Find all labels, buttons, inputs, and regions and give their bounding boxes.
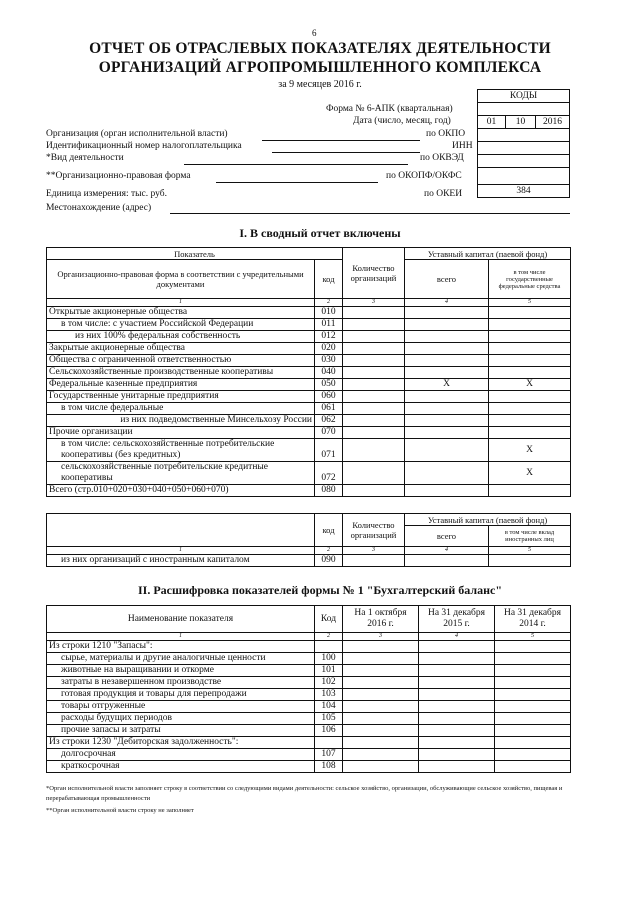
cell-total[interactable] <box>405 391 489 403</box>
col-code: код <box>315 260 343 299</box>
table-row <box>47 331 571 343</box>
cell-input[interactable] <box>495 665 571 677</box>
row-code <box>315 641 343 653</box>
row-label: Из строки 1210 "Запасы": <box>47 641 315 653</box>
section2-title: II. Расшифровка показателей формы № 1 "Бухгалтерский баланс" <box>138 583 502 597</box>
table-row <box>47 689 571 701</box>
cell-input[interactable] <box>343 403 405 415</box>
cell-input[interactable] <box>343 485 405 497</box>
cell-input[interactable] <box>419 641 495 653</box>
num-4: 4 <box>405 299 489 307</box>
sub-num-3: 3 <box>343 547 405 555</box>
table-row <box>47 379 571 391</box>
table-row <box>47 485 571 497</box>
row-label: Из строки 1230 "Дебиторская задолженность": <box>47 737 315 749</box>
report-period: за 9 месяцев 2016 г. <box>278 79 362 90</box>
row-label: из них 100% федеральная собственность <box>47 331 315 343</box>
cell-input[interactable] <box>419 689 495 701</box>
cell-input[interactable] <box>495 713 571 725</box>
cell-input[interactable] <box>419 665 495 677</box>
cell-input[interactable] <box>343 379 405 391</box>
footnote-1: *Орган исполнительной власти заполняет строку в соответствии со следующими видами деятельности: сельское хозяйство, организации, обслуживающие сельское хозяйство, пищевая и перерабатывающая промышленности <box>46 785 563 802</box>
table-row <box>47 462 571 485</box>
cell-input[interactable] <box>343 737 419 749</box>
cell-state[interactable]: X <box>489 439 571 462</box>
legal-form-label: **Организационно-правовая форма <box>46 171 191 181</box>
cell-input[interactable] <box>495 689 571 701</box>
inn-label: Идентификационный номер налогоплательщика <box>46 141 242 151</box>
cell-input[interactable] <box>343 391 405 403</box>
title-line-2: ОРГАНИЗАЦИЙ АГРОПРОМЫШЛЕННОГО КОМПЛЕКСА <box>98 59 542 76</box>
cell-state[interactable] <box>489 307 571 319</box>
codes-box <box>477 89 570 198</box>
cell-input[interactable] <box>343 415 405 427</box>
cell-total[interactable] <box>405 439 489 462</box>
row-code: 105 <box>315 713 343 725</box>
row-code: 102 <box>315 677 343 689</box>
table-row <box>47 391 571 403</box>
col-indicator: Показатель <box>47 248 343 260</box>
col-name: Наименование показателя <box>47 606 315 633</box>
cell-input[interactable] <box>343 749 419 761</box>
col-date-1: На 1 октября 2016 г. <box>343 606 419 633</box>
col-date-2: На 31 декабря 2015 г. <box>419 606 495 633</box>
col-date-3: На 31 декабря 2014 г. <box>495 606 571 633</box>
num-1: 1 <box>47 299 315 307</box>
cell-input[interactable] <box>419 761 495 773</box>
row-code: 060 <box>315 391 343 403</box>
table-row <box>47 307 571 319</box>
num-5: 5 <box>489 299 571 307</box>
cell-input[interactable] <box>405 555 489 567</box>
cell-input[interactable] <box>495 749 571 761</box>
okopf-label: по ОКОПФ/ОКФС <box>386 171 462 181</box>
row-code: 108 <box>315 761 343 773</box>
row-code: 070 <box>315 427 343 439</box>
num-1: 1 <box>47 633 315 641</box>
row-label: Общества с ограниченной ответственностью <box>47 355 315 367</box>
row-label: Открытые акционерные общества <box>47 307 315 319</box>
sub-col-total: всего <box>405 526 489 547</box>
num-3: 3 <box>343 299 405 307</box>
cell-total[interactable] <box>405 427 489 439</box>
row-code: 011 <box>315 319 343 331</box>
sub-col-capital: Уставный капитал (паевой фонд) <box>405 514 571 526</box>
row-code: 050 <box>315 379 343 391</box>
cell-state[interactable] <box>489 367 571 379</box>
sub-num-5: 5 <box>489 547 571 555</box>
okopf-field[interactable] <box>478 168 570 185</box>
row-code: 012 <box>315 331 343 343</box>
row-label: Федеральные казенные предприятия <box>47 379 315 391</box>
row-code: 040 <box>315 367 343 379</box>
cell-input[interactable] <box>343 665 419 677</box>
col-capital: Уставный капитал (паевой фонд) <box>405 248 571 260</box>
row-label: краткосрочная <box>47 761 315 773</box>
row-code: 020 <box>315 343 343 355</box>
cell-input[interactable] <box>489 555 571 567</box>
cell-state[interactable] <box>489 485 571 497</box>
cell-total[interactable] <box>405 331 489 343</box>
col-count: Количество организаций <box>343 248 405 299</box>
cell-input[interactable] <box>343 367 405 379</box>
okei-label: по ОКЕИ <box>424 189 463 199</box>
cell-input[interactable] <box>343 555 405 567</box>
cell-input[interactable] <box>419 653 495 665</box>
cell-input[interactable] <box>419 677 495 689</box>
cell-input[interactable] <box>343 653 419 665</box>
row-code: 010 <box>315 307 343 319</box>
table-row <box>47 761 571 773</box>
table-row <box>47 713 571 725</box>
codes-title: КОДЫ <box>478 90 570 103</box>
cell-input[interactable] <box>495 701 571 713</box>
cell-input[interactable] <box>343 641 419 653</box>
cell-state[interactable] <box>489 391 571 403</box>
table-row <box>47 319 571 331</box>
cell-total[interactable] <box>405 415 489 427</box>
okpo-field[interactable] <box>478 129 570 142</box>
row-label: прочие запасы и затраты <box>47 725 315 737</box>
row-code: 107 <box>315 749 343 761</box>
foreign-capital-code: 090 <box>315 555 343 567</box>
sub-num-1: 1 <box>47 547 315 555</box>
sub-col-foreign: в том числе вклад иностранных лиц <box>489 526 571 547</box>
num-2: 2 <box>315 633 343 641</box>
date-year[interactable]: 2016 <box>536 116 570 129</box>
cell-input[interactable] <box>343 677 419 689</box>
col-form-name: Организационно-правовая форма в соответствии с учредительными документами <box>47 260 315 299</box>
col-total: всего <box>405 260 489 299</box>
cell-input[interactable] <box>419 725 495 737</box>
activity-label: *Вид деятельности <box>46 153 124 163</box>
row-code: 030 <box>315 355 343 367</box>
cell-state[interactable] <box>489 415 571 427</box>
table-row <box>47 355 571 367</box>
num-4: 4 <box>419 633 495 641</box>
form-name: Форма № 6-АПК (квартальная) <box>326 104 453 114</box>
row-code: 101 <box>315 665 343 677</box>
org-label: Организация (орган исполнительной власти) <box>46 129 228 139</box>
sub-num-4: 4 <box>405 547 489 555</box>
cell-state[interactable] <box>489 331 571 343</box>
cell-input[interactable] <box>343 319 405 331</box>
cell-input[interactable] <box>495 737 571 749</box>
table-row <box>47 343 571 355</box>
cell-state[interactable] <box>489 427 571 439</box>
okpo-label: по ОКПО <box>426 129 466 139</box>
cell-input[interactable] <box>495 641 571 653</box>
cell-input[interactable] <box>343 427 405 439</box>
table-row <box>47 737 571 749</box>
row-code: 062 <box>315 415 343 427</box>
row-label: из них подведомственные Минсельхозу России <box>47 415 315 427</box>
table-row <box>47 749 571 761</box>
table-row <box>47 641 571 653</box>
cell-total[interactable] <box>405 462 489 485</box>
cell-total[interactable] <box>405 319 489 331</box>
table-row <box>47 439 571 462</box>
row-label: сырье, материалы и другие аналогичные ценности <box>47 653 315 665</box>
cell-input[interactable] <box>343 439 405 462</box>
cell-total[interactable] <box>405 403 489 415</box>
date-month[interactable]: 10 <box>506 116 536 129</box>
cell-input[interactable] <box>343 713 419 725</box>
footnote-2: **Орган исполнительной власти строку не заполняет <box>46 807 194 814</box>
table-row <box>47 367 571 379</box>
row-label: Прочие организации <box>47 427 315 439</box>
sub-col-code: код <box>315 514 343 547</box>
row-label: в том числе федеральные <box>47 403 315 415</box>
table-row <box>47 415 571 427</box>
num-2: 2 <box>315 299 343 307</box>
cell-input[interactable] <box>495 677 571 689</box>
row-label: готовая продукция и товары для перепродажи <box>47 689 315 701</box>
cell-input[interactable] <box>343 689 419 701</box>
row-label: животные на выращивании и откорме <box>47 665 315 677</box>
row-label: сельскохозяйственные потребительские кредитные кооперативы <box>47 462 315 485</box>
row-label: товары отгруженные <box>47 701 315 713</box>
sub-col-count: Количество организаций <box>343 514 405 547</box>
row-code: 071 <box>315 439 343 462</box>
table-row <box>47 677 571 689</box>
okved-field[interactable] <box>478 155 570 168</box>
row-code <box>315 737 343 749</box>
table-row <box>47 403 571 415</box>
address-label: Местонахождение (адрес) <box>46 203 152 213</box>
row-code: 072 <box>315 462 343 485</box>
table-row <box>47 653 571 665</box>
table-row <box>47 725 571 737</box>
row-label: расходы будущих периодов <box>47 713 315 725</box>
col-state: в том числе государственные федеральные средства <box>489 260 571 299</box>
row-label: долгосрочная <box>47 749 315 761</box>
cell-state[interactable] <box>489 319 571 331</box>
row-code: 100 <box>315 653 343 665</box>
row-code: 080 <box>315 485 343 497</box>
row-label: Всего (стр.010+020+030+040+050+060+070) <box>47 485 315 497</box>
date-day[interactable]: 01 <box>478 116 506 129</box>
table-row <box>47 701 571 713</box>
section1-table <box>46 247 571 497</box>
title-line-1: ОТЧЕТ ОБ ОТРАСЛЕВЫХ ПОКАЗАТЕЛЯХ ДЕЯТЕЛЬНОСТИ <box>89 40 551 57</box>
inn-code-label: ИНН <box>452 141 473 151</box>
cell-state[interactable] <box>489 403 571 415</box>
row-code: 104 <box>315 701 343 713</box>
cell-input[interactable] <box>343 462 405 485</box>
row-label: в том числе: сельскохозяйственные потребительские кооперативы (без кредитных) <box>47 439 315 462</box>
cell-input[interactable] <box>495 653 571 665</box>
unit-label: Единица измерения: тыс. руб. <box>46 189 167 199</box>
table-row <box>47 665 571 677</box>
row-label: затраты в незавершенном производстве <box>47 677 315 689</box>
cell-input[interactable] <box>343 761 419 773</box>
cell-input[interactable] <box>343 725 419 737</box>
foreign-capital-row: из них организаций с иностранным капиталом <box>47 555 315 567</box>
cell-state[interactable] <box>489 355 571 367</box>
cell-input[interactable] <box>343 701 419 713</box>
col-code: Код <box>315 606 343 633</box>
cell-total[interactable] <box>405 485 489 497</box>
cell-input[interactable] <box>343 343 405 355</box>
row-code: 103 <box>315 689 343 701</box>
inn-field[interactable] <box>478 142 570 155</box>
row-label: Сельскохозяйственные производственные кооперативы <box>47 367 315 379</box>
cell-state[interactable]: X <box>489 462 571 485</box>
row-label: Государственные унитарные предприятия <box>47 391 315 403</box>
section2-table <box>46 605 571 773</box>
cell-input[interactable] <box>495 761 571 773</box>
okei-field: 384 <box>478 185 570 198</box>
row-label: Закрытые акционерные общества <box>47 343 315 355</box>
sub-num-2: 2 <box>315 547 343 555</box>
row-code: 106 <box>315 725 343 737</box>
cell-total[interactable] <box>405 307 489 319</box>
okved-label: по ОКВЭД <box>420 153 464 163</box>
page-number: 6 <box>312 28 317 38</box>
cell-input[interactable] <box>495 725 571 737</box>
cell-total[interactable] <box>405 343 489 355</box>
section1-title: I. В сводный отчет включены <box>239 226 401 240</box>
row-code: 061 <box>315 403 343 415</box>
cell-input[interactable] <box>419 749 495 761</box>
cell-input[interactable] <box>343 331 405 343</box>
section1-subtable <box>46 513 571 567</box>
cell-input[interactable] <box>419 701 495 713</box>
cell-input[interactable] <box>419 737 495 749</box>
table-row <box>47 427 571 439</box>
cell-state[interactable] <box>489 343 571 355</box>
num-5: 5 <box>495 633 571 641</box>
cell-state[interactable]: X <box>489 379 571 391</box>
date-label: Дата (число, месяц, год) <box>353 116 451 126</box>
cell-input[interactable] <box>419 713 495 725</box>
cell-total[interactable]: X <box>405 379 489 391</box>
cell-input[interactable] <box>343 355 405 367</box>
cell-input[interactable] <box>343 307 405 319</box>
row-label: в том числе: с участием Российской Федерации <box>47 319 315 331</box>
cell-total[interactable] <box>405 367 489 379</box>
cell-total[interactable] <box>405 355 489 367</box>
num-3: 3 <box>343 633 419 641</box>
